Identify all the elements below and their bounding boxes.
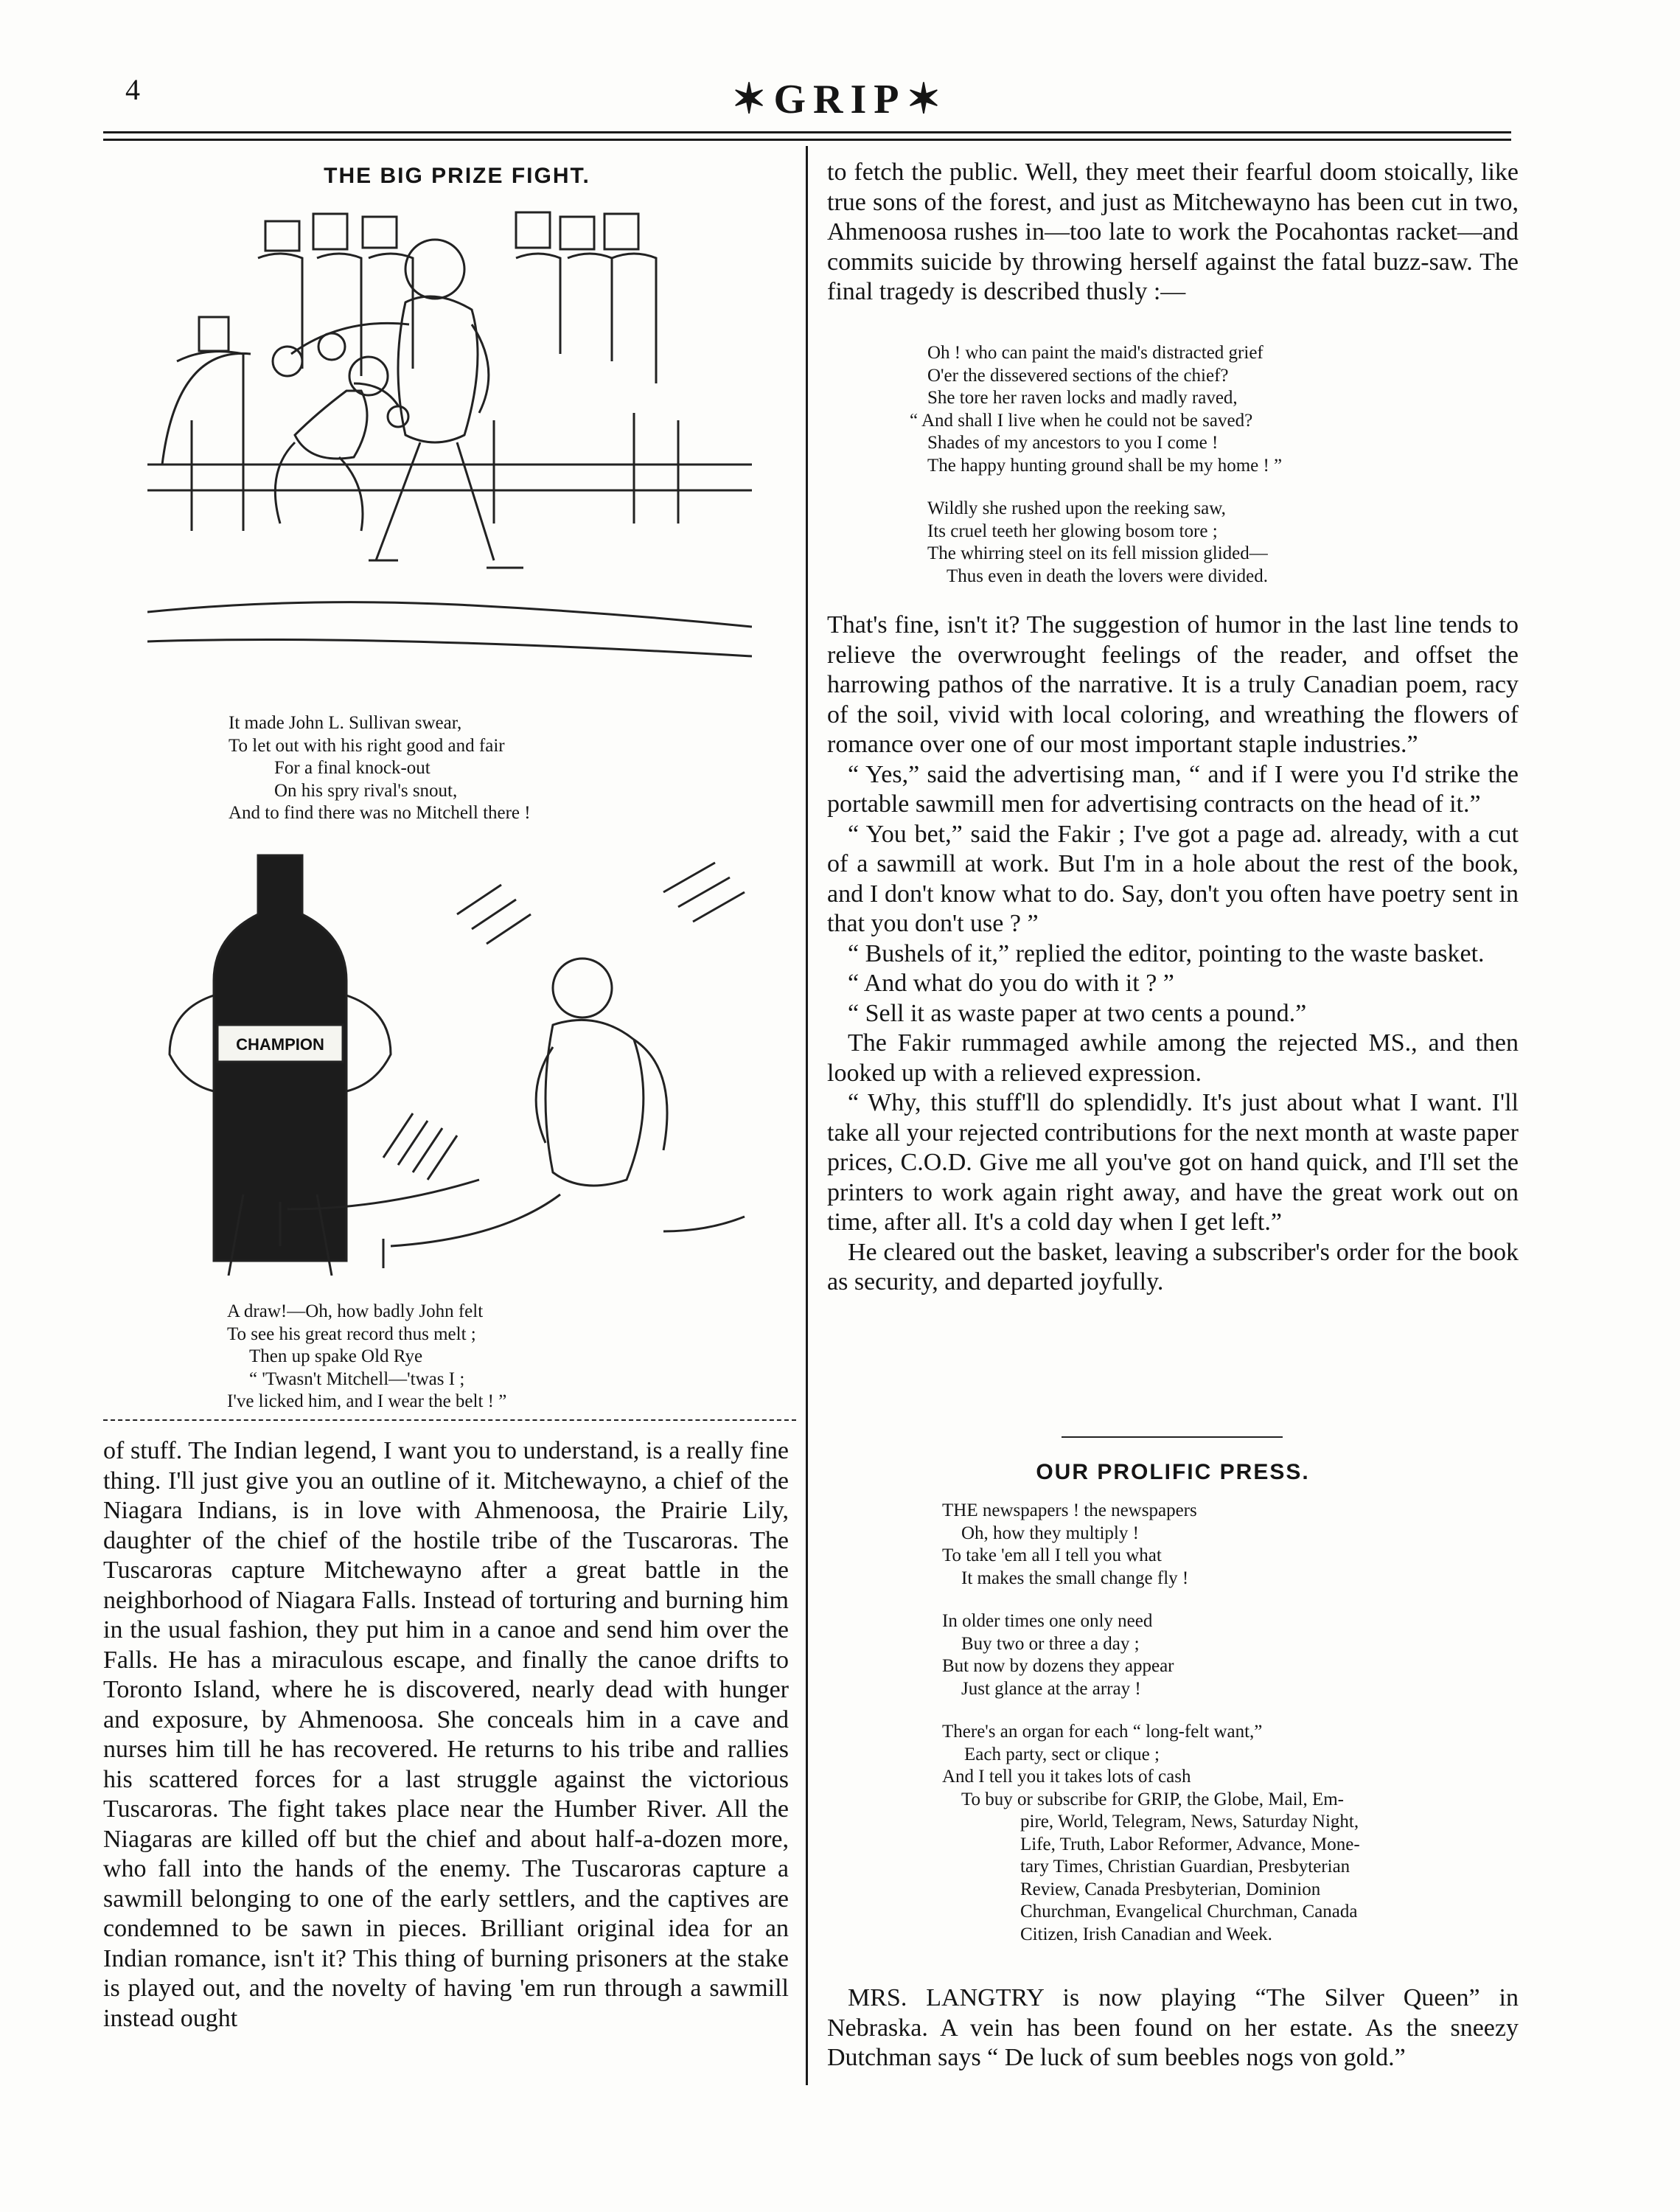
right-column-body — [827, 611, 1519, 1298]
poem-line: Thus even in death the lovers were divided. — [947, 566, 1268, 586]
verse-line: For a final knock-out — [274, 758, 431, 778]
verse-line: To see his great record thus melt ; — [227, 1324, 476, 1344]
verse-line: Review, Canada Presbyterian, Dominion — [1020, 1879, 1321, 1899]
paragraph: “ And what do you do with it ? ” — [848, 970, 1174, 997]
verse-line: Churchman, Evangelical Churchman, Canada — [1020, 1902, 1358, 1921]
left-column-body — [103, 1436, 789, 2034]
prolific-press-title: OUR PROLIFIC PRESS. — [1036, 1460, 1310, 1484]
poem-line: Wildly she rushed upon the reeking saw, — [927, 498, 1226, 518]
verse-line: It made John L. Sullivan swear, — [229, 713, 462, 733]
verse-line: In older times one only need — [942, 1611, 1153, 1631]
paragraph: “ You bet,” said the Fakir ; I've got a page ad. already, with a cut of a sawmill at work. But I'm in a hole about the rest of the book, and I don't know what to do. Say, don't you often have poetry sent in that you don't use ? ” — [827, 820, 1519, 937]
poem-line: The happy hunting ground shall be my home ! ” — [927, 455, 1283, 476]
verse-line: To buy or subscribe for GRIP, the Globe, Mail, Em- — [961, 1789, 1345, 1809]
verse-line: Each party, sect or clique ; — [964, 1744, 1160, 1764]
header-rule-top — [103, 131, 1511, 133]
prize-fight-verse-1 — [229, 712, 531, 825]
verse-line: Then up spake Old Rye — [249, 1346, 423, 1366]
prolific-press-verse — [942, 1500, 1360, 1946]
verse-line: Citizen, Irish Canadian and Week. — [1020, 1924, 1272, 1944]
bottle-label: CHAMPION — [236, 1035, 324, 1054]
paragraph: “ Why, this stuff'll do splendidly. It's just about what I want. I'll take all your rejected contributions for the next month at waste paper prices, C.O.D. Give me all you've got on hand quick, and I'll set the printers to work again right away, and have the great work out on time, after all. It's a cold day when I get left.” — [827, 1089, 1519, 1236]
poem-open-quote: “ — [910, 410, 919, 431]
sawmill-poem — [910, 342, 1283, 588]
verse-line: A draw!—Oh, how badly John felt — [227, 1301, 484, 1321]
verse-line: Life, Truth, Labor Reformer, Advance, Mone- — [1020, 1834, 1360, 1854]
verse-line: But now by dozens they appear — [942, 1656, 1174, 1676]
paragraph: “ Bushels of it,” replied the editor, pointing to the waste basket. — [848, 939, 1485, 967]
verse-line: tary Times, Christian Guardian, Presbyterian — [1020, 1857, 1350, 1877]
verse-line: Buy two or three a day ; — [961, 1633, 1140, 1654]
right-column-intro — [827, 158, 1519, 307]
poem-line: Oh ! who can paint the maid's distracted grief — [927, 343, 1264, 363]
column-divider — [806, 146, 808, 2085]
verse-line: THE newspapers ! the newspapers — [942, 1500, 1197, 1520]
verse-line: “ 'Twasn't Mitchell—'twas I ; — [249, 1368, 465, 1389]
poem-line: She tore her raven locks and madly raved, — [927, 388, 1238, 408]
poem-line: Shades of my ancestors to you I come ! — [927, 433, 1219, 453]
verse-line: It makes the small change fly ! — [961, 1568, 1189, 1588]
verse-line: There's an organ for each “ long-felt want,” — [942, 1722, 1263, 1742]
boxing-illustration — [147, 199, 752, 686]
poem-line: Its cruel teeth her glowing bosom tore ; — [927, 521, 1218, 541]
poem-line: O'er the dissevered sections of the chief? — [927, 365, 1229, 386]
verse-line: pire, World, Telegram, News, Saturday Night, — [1020, 1812, 1359, 1832]
verse-line: And I tell you it takes lots of cash — [942, 1767, 1191, 1787]
verse-line: Just glance at the array ! — [961, 1678, 1141, 1699]
paragraph: The Fakir rummaged awhile among the rejected MS., and then looked up with a relieved expression. — [827, 1029, 1519, 1087]
paragraph: “ Sell it as waste paper at two cents a pound.” — [848, 999, 1307, 1027]
champion-bottle-illustration — [147, 848, 767, 1276]
langtry-block — [827, 1983, 1519, 2073]
paragraph: “ Yes,” said the advertising man, “ and if I were you I'd strike the portable sawmill men for advertising contracts on the head of it.” — [827, 760, 1519, 818]
verse-line: Oh, how they multiply ! — [961, 1523, 1139, 1543]
verse-line: And to find there was no Mitchell there ! — [229, 803, 531, 823]
paragraph: He cleared out the basket, leaving a subscriber's order for the book as security, and departed joyfully. — [827, 1238, 1519, 1295]
prize-fight-title: THE BIG PRIZE FIGHT. — [324, 164, 590, 188]
paragraph: That's fine, isn't it? The suggestion of humor in the last line tends to relieve the overwrought feelings of the reader, and offset the harrowing pathos of the narrative. It is a truly Canadian poem, racy of the soil, vivid with local coloring, and wreathing the flowers of romance over one of our most important staple industries.” — [827, 611, 1519, 758]
masthead: ✶GRIP✶ — [731, 77, 949, 122]
left-column-divider — [103, 1419, 796, 1421]
indian-legend-paragraph: of stuff. The Indian legend, I want you to understand, is a really fine thing. I'll just give you an outline of it. Mitchewayno, a chief of the Niagara Indians, is in love with Ahmenoosa, the Prairie Lily, daughter of the chief of the hostile tribe of the Tuscaroras. The Tuscaroras capture Mitchewayno after a great battle in the neighborhood of Niagara Falls. Instead of torturing and burning him in the usual fashion, they put him in a canoe and send him over the Falls. He has a miraculous escape, and finally the canoe drifts to Toronto Island, where he is discovered, nearly dead with hunger and exposure, by Ahmenoosa. She conceals him in a cave and nurses him till he has recovered. He returns to his tribe and rallies his scattered forces for a last struggle against the victorious Tuscaroras. The fight takes place near the Humber River. All the Niagaras are killed off but the chief and about half-a-dozen more, who fall into the hands of the enemy. The Tuscaroras capture a sawmill belonging to one of the early settlers, and the captives are condemned to be sawn in pieces. Brilliant original idea for an Indian romance, isn't it? This thing of burning prisoners at the stake is played out, and the novelty of having 'em run through a sawmill instead ought — [103, 1437, 789, 2032]
section-rule — [1062, 1436, 1283, 1438]
verse-line: To let out with his right good and fair — [229, 735, 505, 756]
poem-line: And shall I live when he could not be saved? — [921, 410, 1253, 431]
page-number: 4 — [125, 73, 140, 106]
intro-paragraph: to fetch the public. Well, they meet their fearful doom stoically, like true sons of the forest, and just as Mitchewayno has been cut in two, Ahmenoosa rushes in—too late to work the Pocahontas racket—and commits suicide by throwing herself against the fatal buzz-saw. The final tragedy is described thusly :— — [827, 159, 1519, 305]
verse-line: To take 'em all I tell you what — [942, 1545, 1162, 1565]
poem-line: The whirring steel on its fell mission glided— — [927, 543, 1268, 563]
prize-fight-verse-2 — [227, 1301, 506, 1413]
header-rule-bottom — [103, 139, 1511, 141]
langtry-paragraph: MRS. LANGTRY is now playing “The Silver Queen” in Nebraska. A vein has been found on her estate. As the sneezy Dutchman says “ De luck of sum beebles nogs von gold.” — [827, 1984, 1519, 2071]
verse-line: I've licked him, and I wear the belt ! ” — [227, 1391, 507, 1411]
verse-line: On his spry rival's snout, — [274, 780, 458, 801]
